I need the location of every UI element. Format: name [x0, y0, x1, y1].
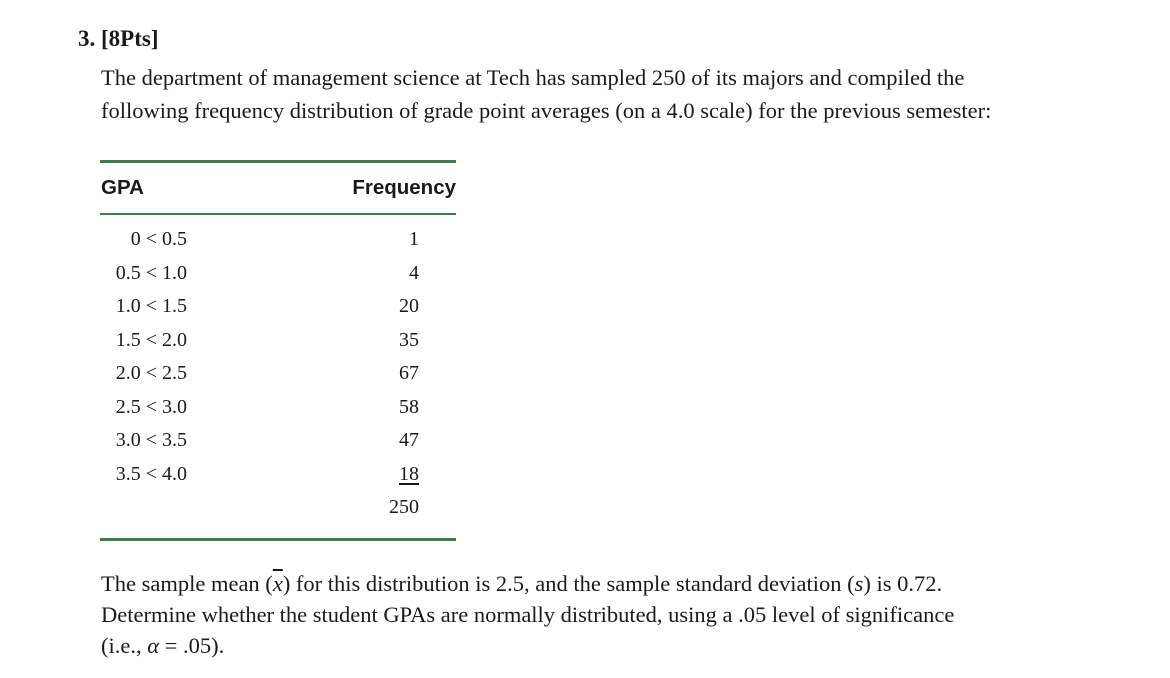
frequency-cell: 18: [399, 462, 419, 485]
frequency-cell: 1: [409, 228, 419, 250]
closing-line-3-a: (i.e.,: [101, 633, 148, 658]
question-intro: [101, 61, 991, 127]
frequency-cell: 20: [399, 295, 419, 317]
closing-line-3: [101, 630, 954, 661]
gpa-cell: 2.5 < 3.0: [115, 395, 187, 418]
intro-line-2: following frequency distribution of grade point averages (on a 4.0 scale) for the previous semester:: [101, 98, 992, 123]
header-frequency: Frequency: [352, 176, 456, 199]
closing-line-1: [101, 568, 954, 599]
frequency-total: 250: [389, 496, 419, 518]
header-gpa: GPA: [101, 176, 144, 199]
table-total-row: [100, 494, 456, 527]
gpa-cell: 0 < 0.5: [130, 228, 187, 250]
frequency-cell: 35: [399, 328, 419, 351]
gpa-cell: 3.0 < 3.5: [115, 429, 187, 451]
closing-line-1-b: ) for this distribution is 2.5, and the sample standard deviation (: [282, 571, 855, 596]
gpa-frequency-table: [100, 160, 456, 541]
table-row: [100, 260, 456, 294]
gpa-cell: 1.0 < 1.5: [115, 295, 187, 317]
question-title: 3. [8Pts]: [78, 26, 159, 51]
closing-line-1-c: ) is 0.72.: [863, 571, 943, 596]
gpa-cell: 0.5 < 1.0: [115, 261, 187, 284]
table-header-row: [100, 163, 456, 213]
sample-mean-symbol: $\overline{x}$: [272, 571, 283, 596]
table-row: [100, 293, 456, 327]
std-dev-symbol: s: [854, 571, 864, 596]
table-row: [100, 461, 456, 495]
frequency-cell: 47: [399, 429, 419, 451]
intro-line-1: The department of management science at Tech has sampled 250 of its majors and compiled the: [101, 65, 965, 90]
frequency-cell: 67: [399, 362, 419, 384]
gpa-cell: 3.5 < 4.0: [115, 462, 187, 485]
closing-line-3-b: = .05).: [159, 633, 225, 658]
table-row: [100, 226, 456, 260]
table-row: [100, 427, 456, 461]
frequency-cell: 58: [399, 395, 419, 418]
table-row: [100, 394, 456, 428]
closing-line-1-a: The sample mean (: [101, 571, 273, 596]
table-row: [100, 360, 456, 394]
table-body: [100, 215, 456, 538]
closing-line-2: Determine whether the student GPAs are normally distributed, using a .05 level of significance: [101, 602, 955, 627]
table-bottom-rule: [100, 538, 456, 541]
table-row: [100, 327, 456, 361]
gpa-cell: 2.0 < 2.5: [115, 362, 187, 384]
frequency-cell: 4: [409, 261, 419, 284]
gpa-cell: 1.5 < 2.0: [115, 328, 187, 351]
question-closing: [101, 568, 954, 661]
alpha-symbol: α: [147, 633, 160, 658]
